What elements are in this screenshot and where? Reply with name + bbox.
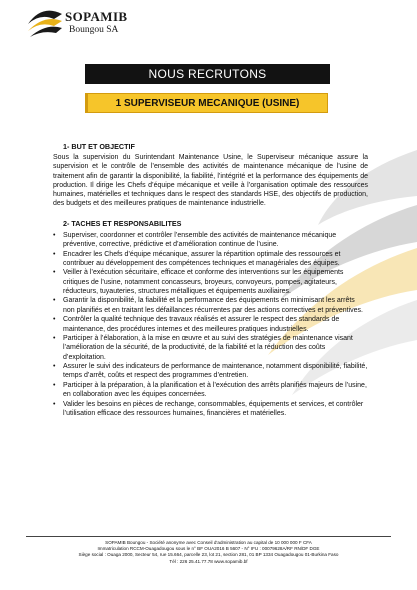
company-subtitle: Boungou SA bbox=[69, 25, 119, 35]
section-heading-objective: 1- BUT ET OBJECTIF bbox=[63, 142, 135, 151]
list-item: • Participer à la préparation, à la planification et à l’exécution des arrêts planifiés majeurs de l’usine, en collaboration avec les équipes concernées. bbox=[53, 381, 368, 400]
list-item: • Valider les besoins en pièces de rechange, consommables, équipements et services, et contrôler l’utilisation efficace des ressources humaines, financières et matérielles. bbox=[53, 400, 368, 419]
recruiting-banner: NOUS RECRUTONS bbox=[85, 64, 330, 84]
position-title: 1 SUPERVISEUR MECANIQUE (USINE) bbox=[85, 93, 328, 113]
list-item: • Encadrer les Chefs d’équipe mécanique, assurer la répartition optimale des ressources et contribuer au développement des compétences techniques et managériales des équipes. bbox=[53, 250, 368, 269]
page-footer bbox=[20, 536, 397, 565]
footer-divider bbox=[26, 536, 391, 537]
list-item: • Superviser, coordonner et contrôler l’ensemble des activités de maintenance mécanique préventive, corrective, prédictive et d’amélioration continue de l’usine. bbox=[53, 231, 368, 250]
list-item: • Garantir la disponibilité, la fiabilité et la performance des équipements en minimisant les arrêts non planifiés et en traitant les défaillances récurrentes par des actions correctives et préventives. bbox=[53, 296, 368, 315]
section-heading-tasks: 2- TACHES ET RESPONSABILITES bbox=[63, 218, 182, 228]
list-item: • Participer à l’élaboration, à la mise en œuvre et au suivi des stratégies de maintenance visant l’amélioration de la sécurité, de la productivité, de la fiabilité et la réduction des coûts d’exploitation. bbox=[53, 334, 368, 362]
list-item: • Assurer le suivi des indicateurs de performance de maintenance, notamment disponibilité, fiabilité, temps d’arrêt, coûts et respect des programmes d’entretien. bbox=[53, 362, 368, 381]
sopamib-logo-mark-icon bbox=[28, 6, 64, 38]
company-logo bbox=[28, 6, 168, 40]
footer-company-line: SOPAMIB Boungou - Société anonyme avec Conseil d’administration au capital de 10 000 000 F CFA bbox=[105, 540, 312, 545]
objective-paragraph: Sous la supervision du Surintendant Maintenance Usine, le Superviseur mécanique assure la supervision et le contrôle de l’ensemble des activités de maintenance mécanique de l’usine de traitement afin de garantir la disponibilité, la fiabilité, l’intégrité et la performance des équipements de production. Il dirige les Chefs d’équipe mécanique et veille à l’organisation optimale des ressources humaines, matérielles et techniques dans le respect des standards HSE, des objectifs de production, des budgets et des meilleures pratiques de maintenance industrielle. bbox=[53, 154, 368, 208]
list-item: • Contrôler la qualité technique des travaux réalisés et assurer le respect des standards de maintenance, des procédures internes et des meilleures pratiques industrielles. bbox=[53, 315, 368, 334]
list-item: • Veiller à l’exécution sécuritaire, efficace et conforme des interventions sur les équipements critiques de l’usine, notamment concasseurs, broyeurs, convoyeurs, pompes, agitateurs, réducteurs, tuyauteries, structures métalliques et équipements auxiliaires. bbox=[53, 268, 368, 296]
footer-address-line: Siège social : Ouaga 2000, Secteur 54, rue 15.664, parcelle 23, lot 21, section 281, 01 BP 1334 Ouagadougou 01-Burkina Faso bbox=[78, 552, 339, 558]
company-name: SOPAMIB bbox=[65, 9, 128, 24]
footer-registration-line: Immatriculation RCCM-Ouagadougou sous le n° BF OUA2016 B 5607 - N° IFU : 00079628A/RF RN/DF DGE bbox=[97, 546, 320, 552]
footer-contact-line: Tél : 226 25.41.77.78 www.sopamib.bf bbox=[169, 558, 248, 564]
job-description bbox=[53, 142, 368, 418]
task-list bbox=[53, 231, 368, 418]
